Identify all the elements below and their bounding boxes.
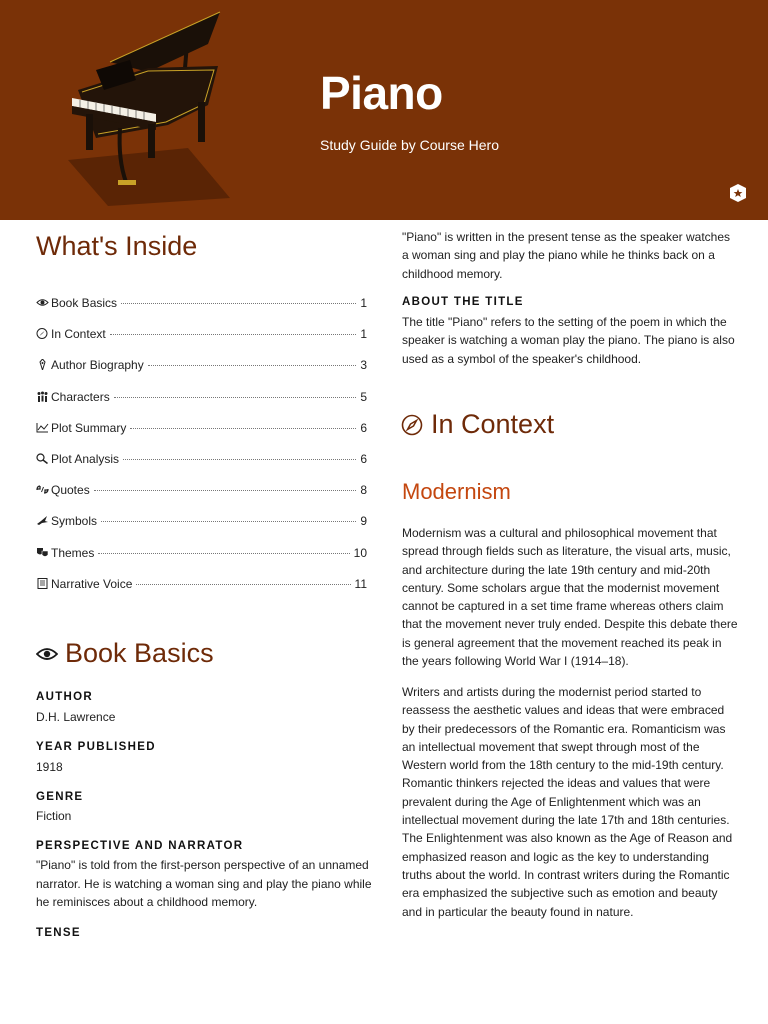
toc-leader-dots xyxy=(123,459,356,460)
author-value: D.H. Lawrence xyxy=(36,710,116,724)
toc-item-in-context[interactable] xyxy=(36,327,367,358)
toc-label: Symbols xyxy=(51,514,98,529)
chart-icon xyxy=(36,422,49,433)
bird-icon xyxy=(36,515,49,526)
genre-value: Fiction xyxy=(36,809,72,823)
book-basics-heading xyxy=(36,638,214,669)
compass-icon xyxy=(36,328,49,339)
toc-leader-dots xyxy=(114,397,357,398)
toc-leader-dots xyxy=(130,428,356,429)
toc-page-number: 1 xyxy=(360,327,367,342)
toc-label: Narrative Voice xyxy=(51,576,133,591)
toc-item-characters[interactable] xyxy=(36,390,367,421)
toc-item-book-basics[interactable] xyxy=(36,296,367,327)
toc-label: Characters xyxy=(51,389,110,404)
author-label: AUTHOR xyxy=(36,691,93,703)
toc-label: Themes xyxy=(51,545,95,560)
genre-label: GENRE xyxy=(36,791,84,803)
toc-page-number: 3 xyxy=(360,358,367,373)
toc-item-plot-analysis[interactable] xyxy=(36,452,367,483)
tense-value: "Piano" is written in the present tense as the speaker watches a woman sing and play the piano while he thinks back on a childhood memory. xyxy=(402,230,731,281)
toc-label: Quotes xyxy=(51,483,90,498)
toc-page-number: 6 xyxy=(360,451,367,466)
compass-icon xyxy=(401,414,423,436)
toc-page-number: 11 xyxy=(354,576,367,591)
tense-label: TENSE xyxy=(36,927,81,939)
modernism-paragraph-2: Writers and artists during the modernist period started to reassess the aesthetic values and ideas that were embraced by their predecessors of the Romantic era. Romanticism was an intellectual movement that swept through most of the Western world from the 18th century to the mid-19th century. Romantic thinkers rejected the ideas and values that were prevalent during the Age of Enlightenment which was an intellectual movement during the late 17th and 18th centuries. The Enlightenment was also known as the Age of Reason and emphasized reason and logic as the key to understanding truths about the world. In contrast writers during the Romantic era emphasized the subjective such as emotion and beauty and in particular the beauty found in nature. xyxy=(402,685,733,919)
toc-page-number: 9 xyxy=(360,514,367,529)
toc-label: Book Basics xyxy=(51,296,118,310)
toc-leader-dots xyxy=(110,334,357,335)
toc-item-themes[interactable] xyxy=(36,546,367,577)
eye-icon xyxy=(36,646,58,662)
toc-label: In Context xyxy=(51,327,106,342)
document-icon xyxy=(36,578,49,589)
toc-leader-dots xyxy=(94,490,357,491)
toc-leader-dots xyxy=(148,365,357,366)
toc-page-number: 6 xyxy=(360,420,367,435)
toc-label: Author Biography xyxy=(51,358,144,373)
eye-icon xyxy=(36,297,49,308)
characters-icon xyxy=(36,391,49,402)
toc-item-quotes[interactable] xyxy=(36,483,367,514)
book-basics-heading-text: Book Basics xyxy=(65,638,214,668)
toc-leader-dots xyxy=(101,521,356,522)
author-icon xyxy=(36,359,49,370)
toc-item-author-biography[interactable] xyxy=(36,358,367,389)
toc-label: Plot Analysis xyxy=(51,451,120,466)
toc-leader-dots xyxy=(98,553,349,554)
perspective-label: PERSPECTIVE AND NARRATOR xyxy=(36,840,244,852)
in-context-heading-text: In Context xyxy=(431,409,555,439)
toc-item-narrative-voice[interactable] xyxy=(36,577,367,608)
about-title-value: The title "Piano" refers to the setting of the poem in which the speaker is watching a woman play the piano. The piano is also used as a symbol of the speaker's childhood. xyxy=(402,315,735,366)
masks-icon xyxy=(36,547,49,558)
modernism-heading: Modernism xyxy=(402,479,511,504)
table-of-contents xyxy=(36,296,367,608)
toc-item-symbols[interactable] xyxy=(36,514,367,545)
header-banner xyxy=(0,0,768,220)
year-published-label: YEAR PUBLISHED xyxy=(36,741,156,753)
year-published-value: 1918 xyxy=(36,760,63,774)
about-title-label: ABOUT THE TITLE xyxy=(402,296,524,308)
course-hero-logo-icon xyxy=(728,183,748,203)
modernism-paragraph-1: Modernism was a cultural and philosophical movement that spread through fields such as literature, the visual arts, music, and architecture during the late 19th century and mid-20th century. Some scholars argue that the modernist movement cannot be captured in a set time frame whereas others claim that the movement never truly ended. Despite this debate there is general agreement that the movement reached its peak in the years following World War I (1914–18). xyxy=(402,526,738,669)
toc-label: Plot Summary xyxy=(51,420,127,435)
toc-page-number: 8 xyxy=(360,483,367,498)
page-title: Piano xyxy=(320,67,443,119)
toc-heading: What's Inside xyxy=(36,231,198,261)
perspective-value: "Piano" is told from the first-person perspective of an unnamed narrator. He is watching a woman sing and play the piano while he reminisces about a childhood memory. xyxy=(36,858,372,909)
toc-leader-dots xyxy=(121,303,356,304)
toc-leader-dots xyxy=(136,584,350,585)
toc-page-number: 1 xyxy=(360,296,367,310)
magnifier-icon xyxy=(36,453,49,464)
grand-piano-illustration xyxy=(38,10,238,210)
toc-item-plot-summary[interactable] xyxy=(36,421,367,452)
toc-page-number: 10 xyxy=(353,545,367,560)
in-context-heading xyxy=(401,409,554,440)
page-subtitle: Study Guide by Course Hero xyxy=(320,137,499,153)
toc-page-number: 5 xyxy=(360,389,367,404)
quotes-icon xyxy=(36,484,49,495)
